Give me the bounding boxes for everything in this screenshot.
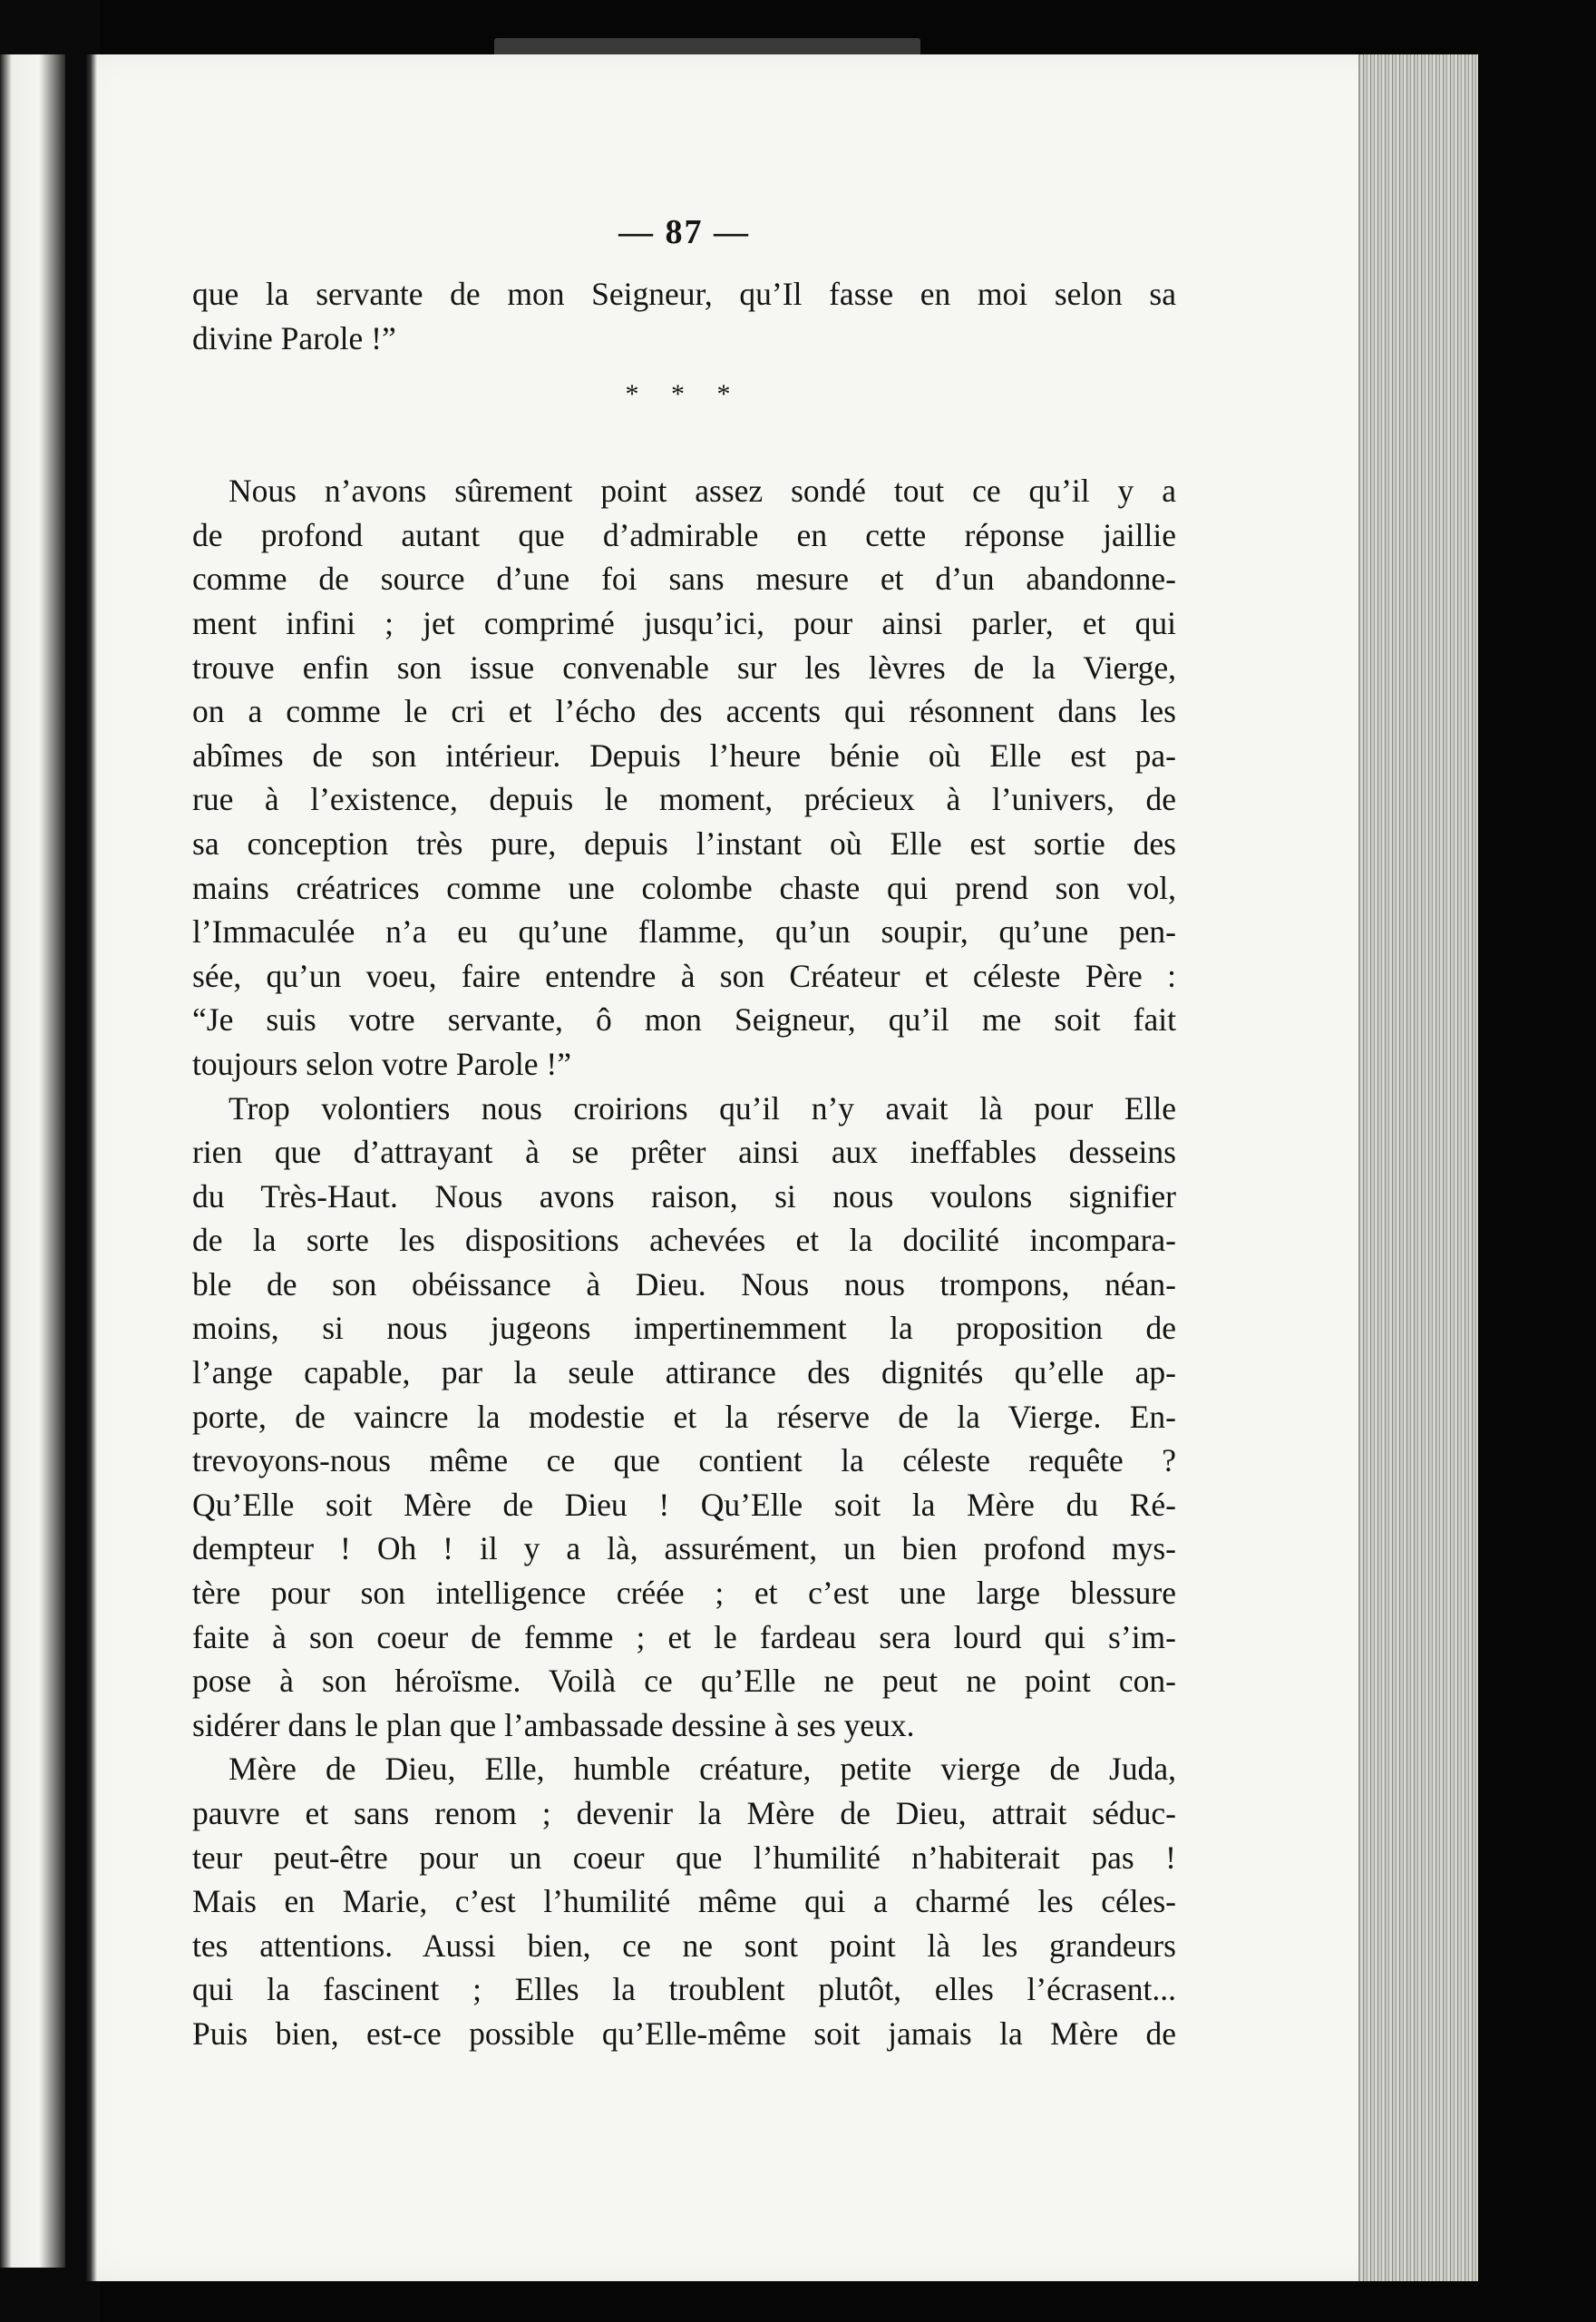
- page-text: [192, 210, 1176, 2056]
- intro-paragraph: [192, 272, 1176, 360]
- text-line: de la sorte les dispositions achevées et la docilité incompara-: [192, 1222, 1176, 1259]
- text-line: on a comme le cri et l’écho des accents qui résonnent dans les: [192, 693, 1176, 730]
- text-line: teur peut-être pour un coeur que l’humilité n’habiterait pas !: [192, 1839, 1176, 1876]
- text-line: tes attentions. Aussi bien, ce ne sont point là les grandeurs: [192, 1927, 1176, 1964]
- paragraph: [192, 1747, 1176, 2055]
- text-line: Mais en Marie, c’est l’humilité même qui a charmé les céles-: [192, 1883, 1176, 1920]
- body-paragraphs: [192, 469, 1176, 2055]
- text-line: qui la fascinent ; Elles la troublent plutôt, elles l’écrasent...: [192, 1971, 1176, 2008]
- text-line: trouve enfin son issue convenable sur les lèvres de la Vierge,: [192, 649, 1176, 686]
- paragraph: [192, 1087, 1176, 1748]
- text-line: sée, qu’un voeu, faire entendre à son Créateur et céleste Père :: [192, 957, 1176, 994]
- text-line: comme de source d’une foi sans mesure et d’un abandonne-: [192, 561, 1176, 598]
- text-line: trevoyons-nous même ce que contient la céleste requête ?: [192, 1442, 1176, 1479]
- text-line: divine Parole !”: [192, 319, 396, 356]
- text-line: toujours selon votre Parole !”: [192, 1045, 572, 1082]
- text-line: rue à l’existence, depuis le moment, précieux à l’univers, de: [192, 781, 1176, 818]
- text-line: Qu’Elle soit Mère de Dieu ! Qu’Elle soit la Mère du Ré-: [192, 1486, 1176, 1523]
- text-line: sidérer dans le plan que l’ambassade dessine à ses yeux.: [192, 1706, 915, 1743]
- text-line: “Je suis votre servante, ô mon Seigneur, qu’il me soit fait: [192, 1001, 1176, 1039]
- text-line: pauvre et sans renom ; devenir la Mère de Dieu, attrait séduc-: [192, 1795, 1176, 1831]
- text-line: porte, de vaincre la modestie et la réserve de la Vierge. En-: [192, 1398, 1176, 1435]
- text-line: ble de son obéissance à Dieu. Nous nous trompons, néan-: [192, 1265, 1176, 1302]
- text-line: faite à son coeur de femme ; et le fardeau sera lourd qui s’im-: [192, 1618, 1176, 1655]
- previous-page-edge: [0, 54, 65, 2268]
- text-line: l’ange capable, par la seule attirance des dignités qu’elle ap-: [192, 1354, 1176, 1391]
- text-line: rien que d’attrayant à se prêter ainsi aux ineffables desseins: [192, 1134, 1176, 1171]
- text-line: Nous n’avons sûrement point assez sondé tout ce qu’il y a: [229, 473, 1176, 510]
- text-line: de profond autant que d’admirable en cette réponse jaillie: [192, 516, 1176, 553]
- text-line: ment infini ; jet comprimé jusqu’ici, pour ainsi parler, et qui: [192, 604, 1176, 641]
- text-line: Trop volontiers nous croirions qu’il n’y avait là pour Elle: [229, 1089, 1176, 1127]
- text-line: Mère de Dieu, Elle, humble créature, petite vierge de Juda,: [229, 1751, 1176, 1788]
- text-line: abîmes de son intérieur. Depuis l’heure bénie où Elle est pa-: [192, 737, 1176, 774]
- page-edges: [1358, 54, 1478, 2281]
- spine-shadow: [86, 54, 97, 2281]
- text-line: Puis bien, est-ce possible qu’Elle-même soit jamais la Mère de: [192, 2015, 1176, 2052]
- text-line: que la servante de mon Seigneur, qu’Il fasse en moi selon sa: [192, 276, 1176, 312]
- section-separator: * * *: [625, 379, 744, 410]
- text-line: dempteur ! Oh ! il y a là, assurément, un bien profond mys-: [192, 1530, 1176, 1567]
- text-line: sa conception très pure, depuis l’instant où Elle est sortie des: [192, 824, 1176, 862]
- text-line: du Très-Haut. Nous avons raison, si nous voulons signifier: [192, 1177, 1176, 1215]
- text-line: l’Immaculée n’a eu qu’une flamme, qu’un soupir, qu’une pen-: [192, 913, 1176, 951]
- text-line: tère pour son intelligence créée ; et c’est une large blessure: [192, 1575, 1176, 1612]
- paragraph: [192, 469, 1176, 1086]
- text-line: moins, si nous jugeons impertinemment la proposition de: [192, 1310, 1176, 1347]
- text-line: pose à son héroïsme. Voilà ce qu’Elle ne peut ne point con-: [192, 1663, 1176, 1700]
- text-line: mains créatrices comme une colombe chaste qui prend son vol,: [192, 869, 1176, 906]
- page-number: — 87 —: [618, 213, 750, 251]
